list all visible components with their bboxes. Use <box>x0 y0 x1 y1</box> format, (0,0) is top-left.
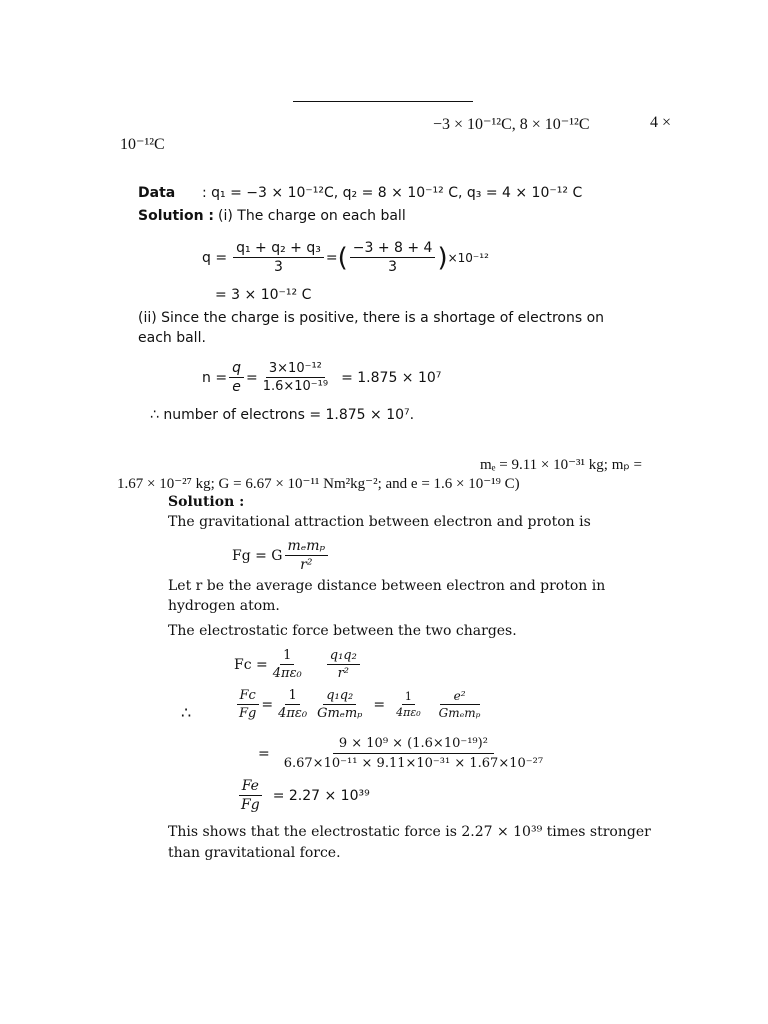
ratio-equation <box>234 688 485 721</box>
fc-frac-1 <box>270 648 305 681</box>
r-d2: Gmₑmₚ <box>317 706 363 721</box>
ratio-frac-1 <box>275 688 310 721</box>
conclusion-1: ∴ number of electrons = 1.875 × 10⁷. <box>150 407 415 423</box>
four-times: 4 × <box>650 114 672 131</box>
big-den: 6.67×10⁻¹¹ × 9.11×10⁻³¹ × 1.67×10⁻²⁷ <box>283 756 544 771</box>
q-eq: = <box>325 249 338 266</box>
fg-equation <box>232 538 330 573</box>
n-fraction-1 <box>229 360 244 395</box>
n-equation <box>202 360 441 395</box>
n-frac2-den: 1.6×10⁻¹⁹ <box>262 379 329 394</box>
r-d3: 4πε₀ <box>396 706 421 719</box>
n-frac1-den: e <box>232 379 241 395</box>
fc-den2: r² <box>337 666 350 681</box>
part-ii-line2: each ball. <box>138 330 206 346</box>
fg-den: r² <box>300 557 313 573</box>
final-num: Fe <box>239 778 262 796</box>
ratio-frac <box>236 688 259 721</box>
distance-text-line1: Let r be the average distance between electron and proton in <box>168 578 606 594</box>
n-frac1-num: q <box>229 360 244 378</box>
ratio-num: Fc <box>237 688 259 705</box>
final-den: Fg <box>241 797 260 813</box>
distance-text-line2: hydrogen atom. <box>168 598 280 614</box>
n-result: = 1.875 × 10⁷ <box>341 369 442 386</box>
given-line1: mₑ = 9.11 × 10⁻³¹ kg; mₚ = <box>480 457 643 473</box>
final-frac <box>238 778 263 813</box>
grav-text: The gravitational attraction between electron and proton is <box>168 514 591 530</box>
data-values: : q₁ = −3 × 10⁻¹²C, q₂ = 8 × 10⁻¹² C, q₃ = 4 × 10⁻¹² C <box>202 185 583 201</box>
ratio-eq2: = <box>373 696 386 713</box>
left-paren: ( <box>337 242 348 273</box>
fc-num2: q₁q₂ <box>327 648 360 665</box>
electrostatic-text: The electrostatic force between the two charges. <box>168 623 517 639</box>
fc-equation <box>234 648 362 681</box>
n-lhs: n = <box>202 369 228 386</box>
q-lhs: q = <box>202 249 228 266</box>
fg-num: mₑmₚ <box>285 538 329 556</box>
q-fraction <box>233 240 324 275</box>
r-n3: 1 <box>402 690 415 705</box>
q-equation <box>202 240 489 275</box>
big-eq: = <box>258 745 270 762</box>
right-paren: ) <box>437 242 448 273</box>
q-paren-fraction <box>350 240 436 275</box>
n-fraction-2 <box>260 361 331 394</box>
big-fraction <box>278 736 549 771</box>
charges-line: −3 × 10⁻¹²C, 8 × 10⁻¹²C <box>433 116 590 133</box>
fg-lhs: Fg = G <box>232 547 283 564</box>
r-d4: Gmₑmₚ <box>438 706 481 720</box>
fc-frac-2 <box>327 648 360 681</box>
solution-label-2: Solution : <box>168 494 245 510</box>
q-fraction-den: 3 <box>274 259 283 275</box>
big-equation <box>258 736 551 771</box>
r-n4: e² <box>440 689 480 705</box>
r-d1: 4πε₀ <box>278 706 308 721</box>
q-factor: ×10⁻¹² <box>447 250 489 265</box>
final-equation <box>236 778 370 813</box>
solution-label-1: Solution : <box>138 208 215 224</box>
ten-minus-12: 10⁻¹²C <box>120 136 165 153</box>
top-rule <box>293 101 473 102</box>
ratio-frac-4 <box>436 689 484 720</box>
q-paren-den: 3 <box>388 259 398 275</box>
fg-fraction <box>285 538 329 573</box>
r-n1: 1 <box>285 688 299 705</box>
n-eq: = <box>245 369 258 386</box>
fc-lhs: Fc = <box>234 656 268 673</box>
conclusion-2-line1: This shows that the electrostatic force is 2.27 × 10³⁹ times stronger <box>168 824 651 840</box>
q-paren-num: −3 + 8 + 4 <box>350 240 436 258</box>
n-frac2-num: 3×10⁻¹² <box>266 361 325 378</box>
final-result: = 2.27 × 10³⁹ <box>272 787 370 804</box>
solution-part-i: (i) The charge on each ball <box>218 208 406 224</box>
therefore-symbol: ∴ <box>181 703 192 722</box>
q-result: = 3 × 10⁻¹² C <box>215 287 312 303</box>
part-ii-line1: (ii) Since the charge is positive, there is a shortage of electrons on <box>138 310 605 326</box>
r-n2: q₁q₂ <box>323 688 356 705</box>
q-fraction-num: q₁ + q₂ + q₃ <box>233 240 324 258</box>
conclusion-2-line2: than gravitational force. <box>168 845 341 861</box>
big-num: 9 × 10⁹ × (1.6×10⁻¹⁹)² <box>333 736 494 754</box>
data-label: Data <box>138 185 176 201</box>
ratio-frac-2 <box>314 688 365 721</box>
ratio-frac-3 <box>393 690 424 719</box>
given-line2: 1.67 × 10⁻²⁷ kg; G = 6.67 × 10⁻¹¹ Nm²kg⁻²; and e = 1.6 × 10⁻¹⁹ C) <box>117 476 520 492</box>
fc-num1: 1 <box>280 648 294 665</box>
fc-den1: 4πε₀ <box>272 666 302 681</box>
ratio-eq1: = <box>261 696 274 713</box>
ratio-den: Fg <box>239 706 257 721</box>
